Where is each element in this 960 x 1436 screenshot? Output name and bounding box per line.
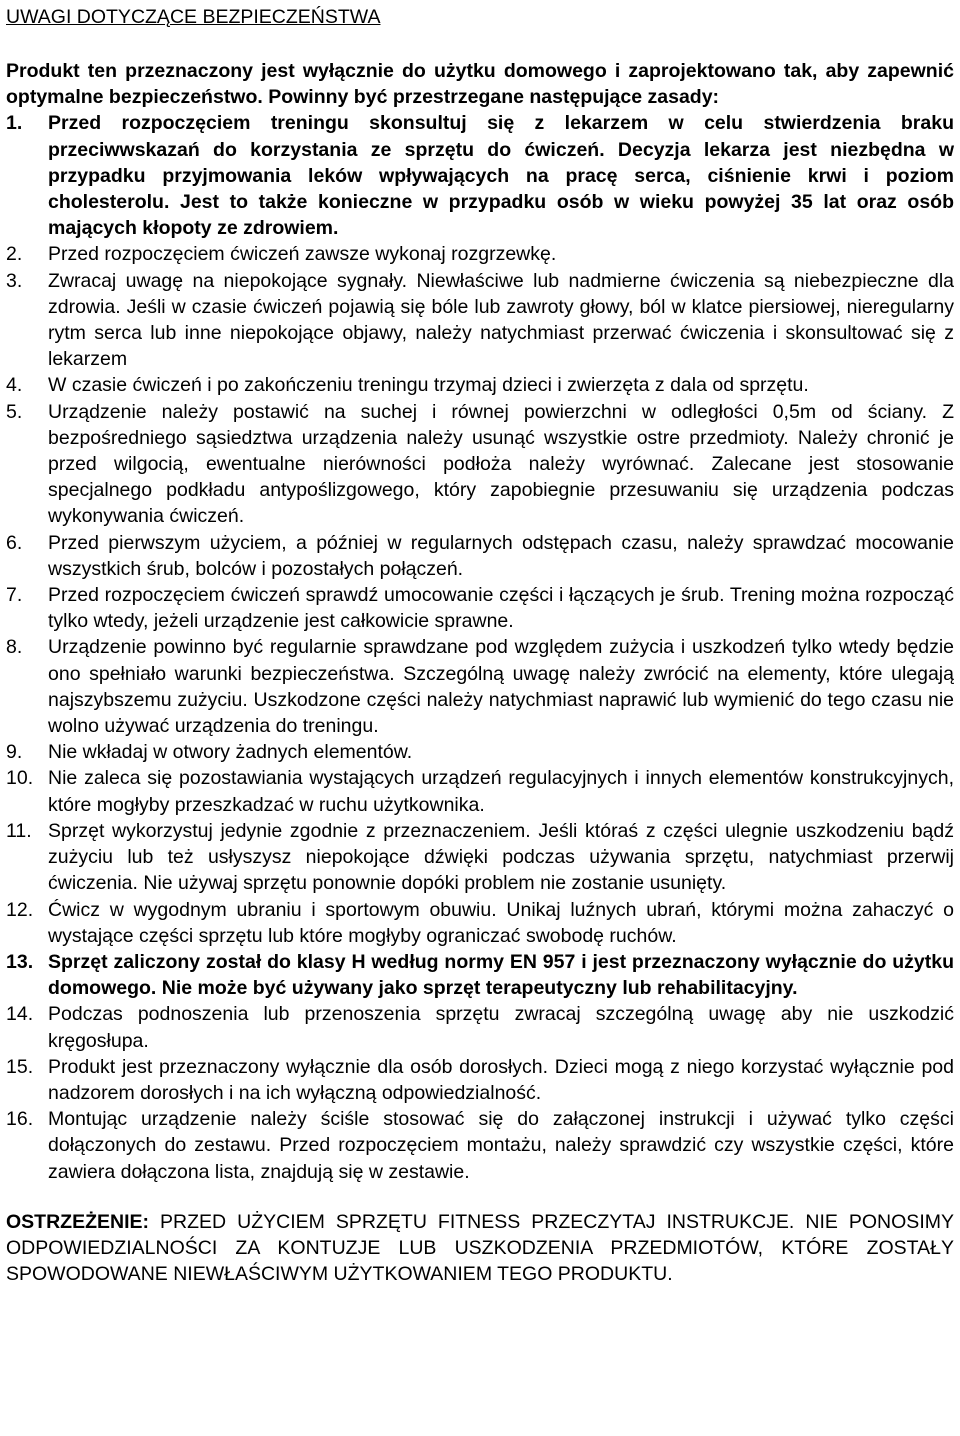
item-number: 10.	[6, 767, 34, 790]
list-item	[6, 818, 954, 897]
item-number: 11.	[6, 819, 32, 842]
list-item	[6, 372, 954, 398]
list-item	[6, 268, 954, 373]
list-item	[6, 1001, 954, 1053]
item-number: 13.	[6, 950, 34, 973]
item-text: Nie wkładaj w otwory żadnych elementów.	[48, 741, 413, 764]
item-text: W czasie ćwiczeń i po zakończeniu treningu trzymaj dzieci i zwierzęta z dala od sprzętu.	[48, 374, 809, 397]
item-number: 14.	[6, 1003, 34, 1026]
safety-rules-list	[6, 110, 954, 1184]
item-number: 3.	[6, 269, 23, 292]
item-number: 1.	[6, 112, 23, 135]
item-number: 6.	[6, 531, 23, 554]
item-text: Urządzenie należy postawić na suchej i równej powierzchni w odległości 0,5m od ściany. Z bezpośredniego sąsiedztwa urządzenia należy usunąć wszystkie ostre przedmioty. Należy chronić je przed wilgocią, ewentualne nierówności podłoża należy wyrównać. Zalecane jest stosowanie specjalnego podkładu antypoślizgowego, który zapobiegnie przesuwaniu się urządzenia podczas wykonywania ćwiczeń.	[48, 400, 954, 528]
item-number: 8.	[6, 636, 23, 659]
intro-paragraph: Produkt ten przeznaczony jest wyłącznie do użytku domowego i zaprojektowano tak, aby zapewnić optymalne bezpieczeństwo. Powinny być przestrzegane następujące zasady:	[6, 60, 954, 109]
list-item	[6, 241, 954, 267]
item-text-bold: Sprzęt zaliczony został do klasy H według normy EN 957 i jest przeznaczony wyłącznie do użytku domowego. Nie może być używany jako sprzęt terapeutyczny lub rehabilitacyjny.	[48, 950, 954, 1000]
warning-label: OSTRZEŻENIE:	[6, 1210, 150, 1233]
item-text: Ćwicz w wygodnym ubraniu i sportowym obuwiu. Unikaj luźnych ubrań, którymi można zahaczyć o wystające części sprzętu lub które mogłyby ograniczać swobodę ruchów.	[48, 898, 954, 947]
item-number: 4.	[6, 374, 23, 397]
list-item	[6, 582, 954, 634]
item-text: Produkt jest przeznaczony wyłącznie dla osób dorosłych. Dzieci mogą z niego korzystać wyłącznie pod nadzorem dorosłych i na ich wyłączną odpowiedzialność.	[48, 1055, 954, 1104]
list-item	[6, 110, 954, 241]
list-item	[6, 739, 954, 765]
item-number: 2.	[6, 243, 23, 266]
list-item	[6, 765, 954, 817]
list-item	[6, 1054, 954, 1106]
list-item	[6, 897, 954, 949]
warning-paragraph	[6, 1209, 954, 1288]
item-text: Przed rozpoczęciem ćwiczeń sprawdź umocowanie części i łączących je śrub. Trening można rozpocząć tylko wtedy, jeżeli urządzenie jest całkowicie sprawne.	[48, 584, 954, 633]
item-text: Nie zaleca się pozostawiania wystających urządzeń regulacyjnych i innych elementów konstrukcyjnych, które mogłyby przeszkadzać w ruchu użytkownika.	[48, 767, 954, 816]
item-number: 12.	[6, 898, 34, 921]
list-item	[6, 399, 954, 530]
item-text: Zwracaj uwagę na niepokojące sygnały. Niewłaściwe lub nadmierne ćwiczenia są niebezpieczne dla zdrowia. Jeśli w czasie ćwiczeń pojawią się bóle lub zawroty głowy, ból w klatce piersiowej, nieregularny rytm serca lub inne niepokojące objawy, należy natychmiast przerwać ćwiczenia i skonsultować się z lekarzem	[48, 269, 954, 371]
item-number: 15.	[6, 1055, 34, 1078]
item-text: Montując urządzenie należy ściśle stosować się do załączonej instrukcji i używać tylko części dołączonych do zestawu. Przed rozpoczęciem montażu, należy sprawdzić czy wszystkie części, które zawiera dołączona lista, znajdują się w zestawie.	[48, 1108, 954, 1183]
list-item	[6, 949, 954, 1001]
item-text: Przed rozpoczęciem ćwiczeń zawsze wykonaj rozgrzewkę.	[48, 243, 557, 266]
item-number: 5.	[6, 400, 23, 423]
list-item	[6, 634, 954, 739]
list-item	[6, 1106, 954, 1185]
item-number: 7.	[6, 584, 23, 607]
item-number: 16.	[6, 1108, 34, 1131]
warning-text: PRZED UŻYCIEM SPRZĘTU FITNESS PRZECZYTAJ INSTRUKCJE. NIE PONOSIMY ODPOWIEDZIALNOŚCI ZA KONTUZJE LUB USZKODZENIA PRZEDMIOTÓW, KTÓRE ZOSTAŁY SPOWODOWANE NIEWŁAŚCIWYM UŻYTKOWANIEM TEGO PRODUKTU.	[6, 1210, 954, 1286]
item-text: Podczas podnoszenia lub przenoszenia sprzętu zwracaj szczególną uwagę aby nie uszkodzić kręgosłupa.	[48, 1003, 954, 1052]
item-number: 9.	[6, 741, 23, 764]
item-text: Sprzęt wykorzystuj jedynie zgodnie z przeznaczeniem. Jeśli któraś z części ulegnie uszkodzeniu bądź zużyciu lub też usłyszysz niepokojące dźwięki podczas używania sprzętu, natychmiast przerwij ćwiczenia. Nie używaj sprzętu ponownie dopóki problem nie zostanie usunięty.	[48, 819, 954, 895]
item-text: Urządzenie powinno być regularnie sprawdzane pod względem zużycia i uszkodzeń tylko wtedy będzie ono spełniało warunki bezpieczeństwa. Szczególną uwagę należy zwrócić na elementy, które ulegają najszybszemu zużyciu. Uszkodzone części należy natychmiast naprawić lub wymienić do tego czasu nie wolno używać urządzenia do treningu.	[48, 636, 954, 738]
list-item	[6, 530, 954, 582]
item-text: Przed pierwszym użyciem, a później w regularnych odstępach czasu, należy sprawdzać mocowanie wszystkich śrub, bolców i pozostałych połączeń.	[48, 531, 954, 580]
page-title: UWAGI DOTYCZĄCE BEZPIECZEŃSTWA	[6, 6, 381, 28]
item-text-bold: Przed rozpoczęciem treningu skonsultuj się z lekarzem w celu stwierdzenia braku przeciwwskazań do korzystania ze sprzętu do ćwiczeń. Decyzja lekarza jest niezbędna w przypadku przyjmowania leków wpływających na pracę serca, ciśnienie krwi i poziom cholesterolu. Jest to także konieczne w przypadku osób w wieku powyżej 35 lat oraz osób mających kłopoty ze zdrowiem.	[48, 112, 954, 240]
